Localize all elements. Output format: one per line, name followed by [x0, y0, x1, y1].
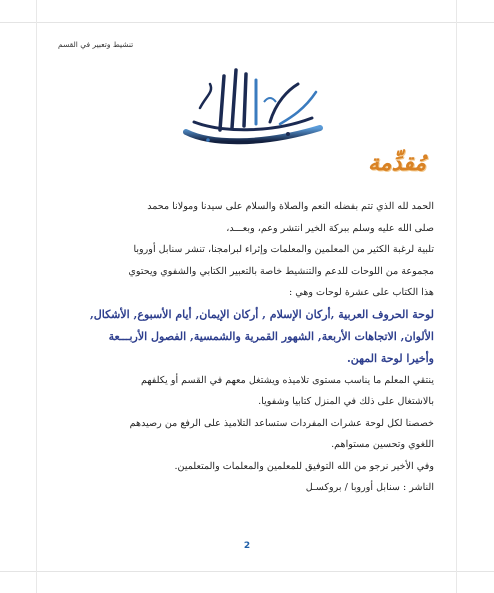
closing-line: وفي الأخير نرجو من الله التوفيق للمعلمين والمعلمات والمتعلمين. — [174, 460, 434, 472]
page-title: مُقدِّمة — [367, 150, 426, 176]
closing-line: ينتقي المعلم ما يناسب مستوى تلاميذه ويشتغل معهم في القسم أو يكلفهم — [140, 374, 434, 386]
running-header: تنشيط وتعبير في القسم — [58, 40, 134, 49]
paragraph-line: هذا الكتاب على عشرة لوحات وهي : — [289, 287, 434, 298]
boards-list-line: الألوان, الاتجاهات الأربعة, الشهور القمرية والشمسية, الفصول الأربـــعة — [108, 329, 434, 343]
closing-line: اللغوي وتحسين مستواهم. — [331, 439, 434, 450]
bismillah-calligraphy-image — [180, 62, 328, 150]
publisher-line: الناشر : سنابل أوروبا / بروكسـل — [305, 482, 434, 493]
right-rule — [456, 0, 457, 593]
left-rule — [36, 0, 37, 593]
closing-line: خصصنا لكل لوحة عشرات المفردات ستساعد التلاميذ على الرفع من رصيدهم — [129, 417, 434, 429]
closing-line: بالاشتغال على ذلك في المنزل كتابيا وشفويا. — [258, 396, 434, 407]
paragraph-line: صلى الله عليه وسلم ببركة الخير انتشر وعم، وبعـــد، — [226, 222, 434, 234]
paragraph-line: الحمد لله الذي تتم بفضله النعم والصلاة والسلام على سيدنا ومولانا محمد — [147, 201, 434, 212]
top-rule — [0, 22, 494, 23]
paragraph-line: مجموعة من اللوحات للدعم والتنشيط خاصة بالتعبير الكتابي والشفوي ويحتوي — [128, 265, 434, 277]
page-number: 2 — [243, 541, 251, 551]
bottom-rule — [0, 571, 494, 572]
boards-list-line: لوحة الحروف العربية ,أركان الإسلام , أركان الإيمان, أيام الأسبوع, الأشكال, — [89, 307, 434, 321]
boards-list-line: وأخيرا لوحة المهن. — [346, 351, 434, 365]
document-body — [58, 196, 434, 499]
paragraph-line: تلبية لرغبة الكثير من المعلمين والمعلمات وإثراء لبرامجنا، تنشر سنابل أوروبا — [133, 244, 434, 255]
